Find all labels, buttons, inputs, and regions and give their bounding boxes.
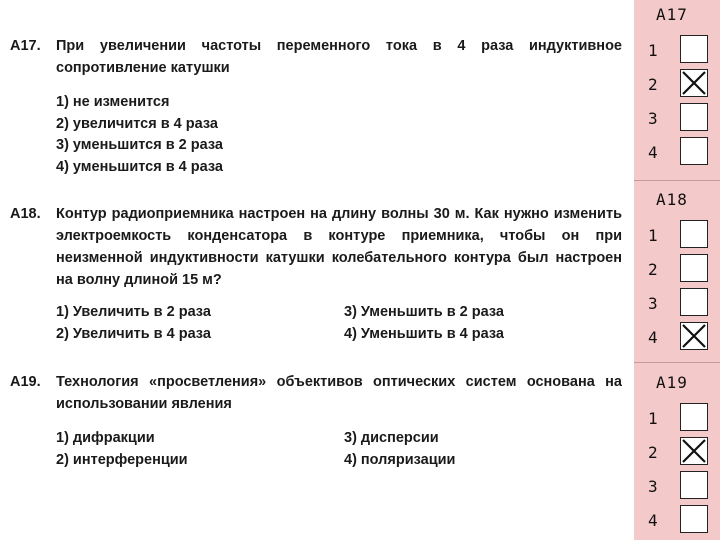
cross-mark-icon: [681, 323, 707, 349]
answer-option: 2) Увеличить в 4 раза: [56, 326, 211, 342]
answer-number: 3: [648, 294, 658, 313]
answer-number: 4: [648, 328, 658, 347]
answer-checkbox[interactable]: [680, 35, 708, 63]
answer-number: 2: [648, 260, 658, 279]
question-text: Контур радиоприемника настроен на длину волны 30 м. Как нужно изменить электроемкость конденсатора в контуре приемника, чтобы он при неизменной индуктивности катушки колебательного контура был настроен на волну длиной 15 м?: [56, 206, 622, 288]
answer-row: [646, 322, 716, 354]
answer-row: [646, 103, 716, 135]
answer-row: [646, 220, 716, 252]
answer-number: 1: [648, 409, 658, 428]
answer-option: 1) дифракции: [56, 430, 155, 446]
answer-option: 1) Увеличить в 2 раза: [56, 304, 211, 320]
answer-number: 1: [648, 226, 658, 245]
answer-option: 3) Уменьшить в 2 раза: [344, 304, 504, 320]
question-text: Технология «просветления» объективов оптических систем основана на использовании явления: [56, 374, 622, 412]
answer-options: [56, 427, 622, 471]
answer-number: 1: [648, 41, 658, 60]
question-number: A18.: [10, 206, 41, 222]
answer-row: [646, 505, 716, 537]
answer-checkbox[interactable]: [680, 471, 708, 499]
answer-row: [646, 403, 716, 435]
answer-options: [56, 301, 622, 345]
question-number: A19.: [10, 374, 41, 390]
answer-row: [646, 35, 716, 67]
question-a18: [10, 203, 622, 345]
answer-option: 1) не изменится: [56, 94, 170, 110]
answer-block-title: A18: [656, 190, 688, 209]
answer-row: [646, 471, 716, 503]
answer-checkbox[interactable]: [680, 403, 708, 431]
answer-checkbox[interactable]: [680, 220, 708, 248]
answer-checkbox[interactable]: [680, 69, 708, 97]
answer-row: [646, 137, 716, 169]
answer-checkbox[interactable]: [680, 254, 708, 282]
answer-row: [646, 437, 716, 469]
answer-sidebar: [634, 0, 720, 540]
answer-row: [646, 69, 716, 101]
answer-row: [646, 288, 716, 320]
question-a19: [10, 371, 622, 471]
answer-number: 4: [648, 511, 658, 530]
question-number: A17.: [10, 38, 41, 54]
answer-block-title: A17: [656, 5, 688, 24]
answer-option: 4) поляризации: [344, 452, 456, 468]
answer-row: [646, 254, 716, 286]
answer-checkbox[interactable]: [680, 288, 708, 316]
answer-number: 3: [648, 109, 658, 128]
answer-checkbox[interactable]: [680, 137, 708, 165]
question-text: При увеличении частоты переменного тока в 4 раза индуктивное сопротивление катушки: [56, 38, 622, 76]
cross-mark-icon: [681, 70, 707, 96]
answer-block-title: A19: [656, 373, 688, 392]
answer-checkbox[interactable]: [680, 322, 708, 350]
answer-number: 3: [648, 477, 658, 496]
answer-checkbox[interactable]: [680, 437, 708, 465]
answer-option: 2) увеличится в 4 раза: [56, 115, 218, 132]
answer-number: 4: [648, 143, 658, 162]
answer-checkbox[interactable]: [680, 505, 708, 533]
answer-option: 3) уменьшится в 2 раза: [56, 137, 223, 153]
answer-number: 2: [648, 75, 658, 94]
answer-number: 2: [648, 443, 658, 462]
answer-option: 4) уменьшится в 4 раза: [56, 158, 223, 175]
answer-options: [56, 92, 622, 178]
answer-checkbox[interactable]: [680, 103, 708, 131]
divider: [634, 180, 720, 181]
divider: [634, 362, 720, 363]
answer-option: 4) Уменьшить в 4 раза: [344, 326, 504, 342]
answer-option: 2) интерференции: [56, 452, 188, 468]
question-a17: [10, 35, 622, 178]
answer-option: 3) дисперсии: [344, 430, 439, 446]
cross-mark-icon: [681, 438, 707, 464]
